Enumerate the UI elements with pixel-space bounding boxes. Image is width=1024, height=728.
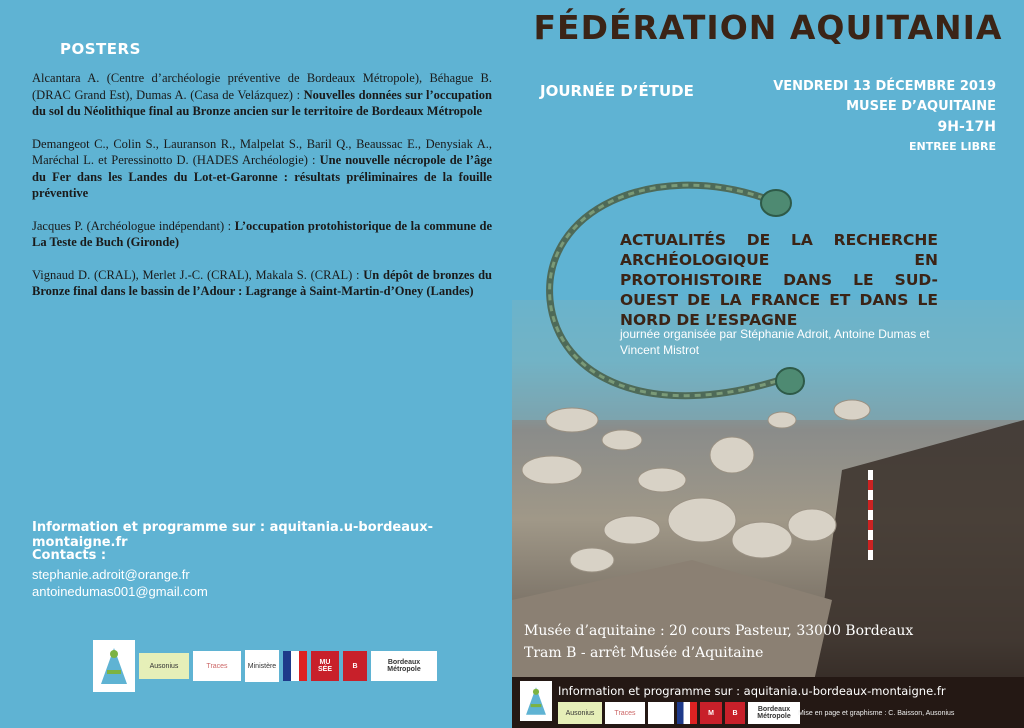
culture-footer-logo — [677, 702, 697, 724]
footer-partner-logos — [558, 702, 800, 724]
traces-footer-logo: Traces — [605, 702, 645, 724]
venue-address — [524, 620, 913, 664]
traces-logo: Traces — [193, 651, 241, 681]
event-date: VENDREDI 13 DÉCEMBRE 2019 — [773, 79, 996, 94]
event-entry: ENTREE LIBRE — [908, 140, 996, 153]
aquitania-footer-logo — [520, 681, 552, 721]
bordeaux-logo: B — [343, 651, 367, 681]
footer-bar — [512, 677, 1024, 728]
organisers-line: journée organisée par Stéphanie Adroit, Antoine Dumas et Vincent Mistrot — [620, 327, 930, 357]
event-details — [773, 77, 996, 157]
poster-list — [32, 70, 492, 316]
aquitania-logo — [93, 640, 135, 692]
address-line: Musée d’aquitaine : 20 cours Pasteur, 33000 Bordeaux — [524, 623, 914, 639]
bordeaux-metropole-logo: Bordeaux Métropole — [371, 651, 437, 681]
journee-label: JOURNÉE D’ÉTUDE — [540, 82, 694, 100]
tram-line: Tram B - arrêt Musée d’Aquitaine — [524, 645, 764, 661]
contacts-heading: Contacts : — [32, 548, 107, 563]
musee-aquitaine-logo: MU SÉE — [311, 651, 339, 681]
partner-logos — [93, 640, 437, 692]
culture-logo — [283, 651, 307, 681]
ausonius-footer-logo: Ausonius — [558, 702, 602, 724]
poster-entry: Alcantara A. (Centre d’archéologie préventive de Bordeaux Métropole), Béhague B. (DRAC Grand Est), Dumas A. (Casa de Velázquez) : Nouvelles données sur l’occupation du sol du Néolithique final au Bronze ancien sur le territoire de Bordeaux Métropole — [32, 71, 492, 118]
event-place: MUSEE D’AQUITAINE — [846, 99, 996, 114]
event-hours: 9H-17H — [937, 119, 996, 135]
posters-heading: POSTERS — [60, 40, 141, 58]
contact-email-adroit[interactable]: stephanie.adroit@orange.fr — [32, 567, 190, 582]
layout-credit: Mise en page et graphisme : C. Baisson, Ausonius — [798, 710, 955, 717]
bordeaux-footer-logo: B — [725, 702, 745, 724]
info-website-line[interactable]: Information et programme sur : aquitania.u-bordeaux-montaigne.fr — [32, 520, 434, 550]
ministere-footer-logo — [648, 702, 674, 724]
poster-entry: Vignaud D. (CRAL), Merlet J.-C. (CRAL), Makala S. (CRAL) : Un dépôt de bronzes du Bronze final dans le bassin de l’Adour : Lagrange à Saint-Martin-d’Oney (Landes) — [32, 267, 492, 298]
contact-email-dumas[interactable]: antoinedumas001@gmail.com — [32, 584, 208, 599]
footer-website-line[interactable]: Information et programme sur : aquitania.u-bordeaux-montaigne.fr — [558, 684, 946, 698]
event-headline: ACTUALITÉS DE LA RECHERCHE ARCHÉOLOGIQUE EN PROTOHISTOIRE DANS LE SUD-OUEST DE LA FRANCE ET DANS LE NORD DE L’ESPAGNE — [620, 231, 938, 329]
right-panel — [512, 0, 1024, 728]
poster-entry: Demangeot C., Colin S., Lauranson R., Malpelat S., Baril Q., Beaussac E., Denysiak A., Maréchal L. et Peressinotto D. (HADES Archéologie) : Une nouvelle nécropole de l’âge du Fer dans les Landes du Lot-et-Garonne : résultats préliminaires de la fouille préventive — [32, 136, 492, 200]
poster-entry: Jacques P. (Archéologue indépendant) : L’occupation protohistorique de la commune de La Teste de Buch (Gironde) — [32, 218, 492, 249]
ministere-logo: Ministère — [245, 650, 279, 682]
federation-title: FÉDÉRATION AQUITANIA — [533, 8, 1003, 47]
ausonius-logo: Ausonius — [139, 653, 189, 679]
musee-footer-logo: M — [700, 702, 722, 724]
bordeaux-metropole-footer-logo: Bordeaux Métropole — [748, 702, 800, 724]
